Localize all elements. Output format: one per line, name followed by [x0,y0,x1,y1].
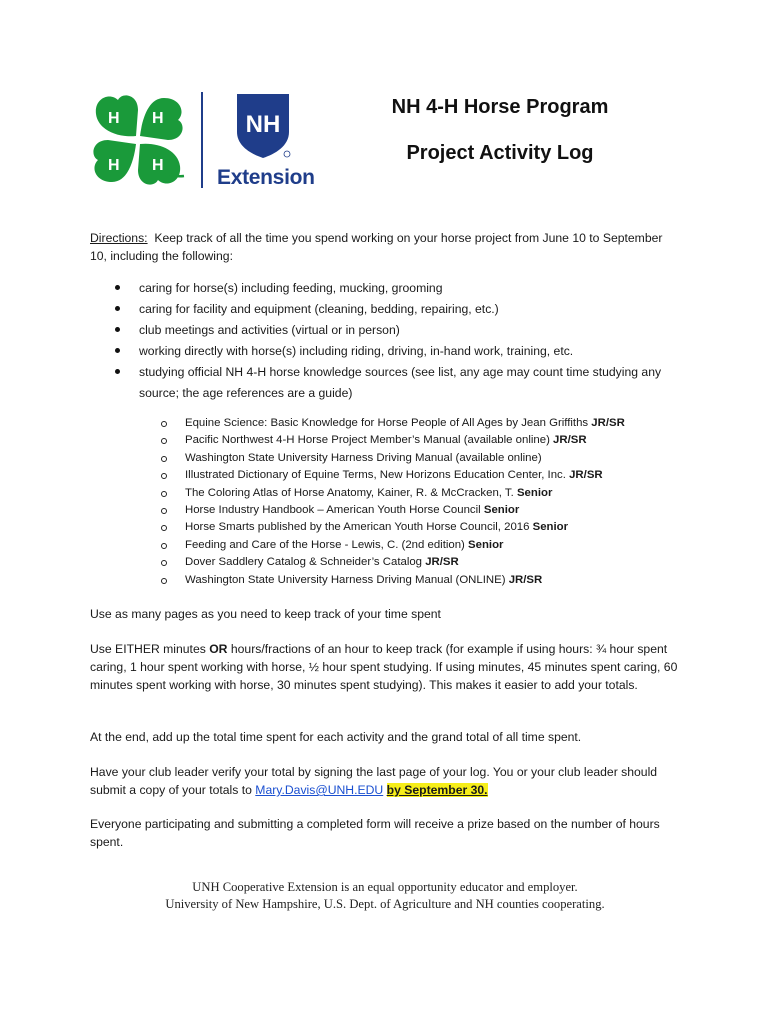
list-item: caring for horse(s) including feeding, mucking, grooming [113,278,673,299]
list-item: Washington State University Harness Driving Manual (available online) [160,450,680,467]
activity-bullet-list [113,278,673,404]
list-item: caring for facility and equipment (cleaning, bedding, repairing, etc.) [113,299,673,320]
pages-paragraph: Use as many pages as you need to keep track of your time spent [90,607,441,621]
list-item: Pacific Northwest 4-H Horse Project Member’s Manual (available online) JR/SR [160,432,680,449]
unh-shield-logo [235,92,291,160]
circle-bullet-icon [161,438,167,444]
units-paragraph: Use EITHER minutes OR hours/fractions of an hour to keep track (for example if using hours: ¾ hour spent caring, 1 hour spent working with horse, ½ hour spent studying. If using minutes, 45 minutes spent caring, 60 minutes spent working with horse, 30 minutes spent studying). This makes it easier to add your totals. [90,642,678,692]
footer-line-1: UNH Cooperative Extension is an equal opportunity educator and employer. [192,880,578,894]
circle-bullet-icon [161,456,167,462]
circle-bullet-icon [161,508,167,514]
list-item: studying official NH 4-H horse knowledge sources (see list, any age may count time studying any source; the age references are a guide) [113,362,673,404]
circle-bullet-icon [161,491,167,497]
svg-text:H: H [108,157,120,174]
list-item: Horse Industry Handbook – American Youth Horse Council Senior [160,502,680,519]
list-item: Equine Science: Basic Knowledge for Horse People of All Ages by Jean Griffiths JR/SR [160,415,680,432]
prize-paragraph: Everyone participating and submitting a completed form will receive a prize based on the number of hours spent. [90,817,660,849]
directions-label: Directions: [90,231,148,245]
page-subtitle: Project Activity Log [406,142,594,164]
unh-extension-logo [217,92,313,192]
list-item: The Coloring Atlas of Horse Anatomy, Kainer, R. & McCracken, T. Senior [160,485,680,502]
list-item: working directly with horse(s) including riding, driving, in-hand work, training, etc. [113,341,673,362]
svg-text:H: H [108,110,120,127]
4h-clover-logo [88,90,188,190]
svg-text:H: H [152,110,164,127]
bullet-icon [115,348,120,353]
logo-divider [201,92,203,188]
bullet-icon [115,327,120,332]
bullet-icon [115,369,120,374]
list-item: Dover Saddlery Catalog & Schneider’s Catalog JR/SR [160,554,680,571]
footer [90,879,680,913]
circle-bullet-icon [161,560,167,566]
circle-bullet-icon [161,543,167,549]
submit-paragraph: Have your club leader verify your total by signing the last page of your log. You or your club leader should submit a copy of your totals to Mary.Davis@UNH.EDU by September 30. [90,765,658,797]
circle-bullet-icon [161,473,167,479]
directions-text: Keep track of all the time you spend working on your horse project from June 10 to September 10, including the following: [90,231,663,263]
circle-bullet-icon [161,525,167,531]
list-item: Illustrated Dictionary of Equine Terms, New Horizons Education Center, Inc. JR/SR [160,467,680,484]
circle-bullet-icon [161,578,167,584]
bullet-icon [115,306,120,311]
footer-line-2: University of New Hampshire, U.S. Dept. of Agriculture and NH counties cooperating. [165,897,605,911]
knowledge-source-list [160,415,680,589]
extension-wordmark: Extension [217,166,315,189]
circle-bullet-icon [161,421,167,427]
page-title: NH 4-H Horse Program [391,96,609,118]
list-item: Feeding and Care of the Horse - Lewis, C. (2nd edition) Senior [160,537,680,554]
list-item: Washington State University Harness Driving Manual (ONLINE) JR/SR [160,572,680,589]
total-paragraph: At the end, add up the total time spent for each activity and the grand total of all time spent. [90,730,582,744]
list-item: Horse Smarts published by the American Youth Horse Council, 2016 Senior [160,519,680,536]
email-link[interactable]: Mary.Davis@UNH.EDU [255,783,384,797]
directions-paragraph [90,229,680,265]
bullet-icon [115,285,120,290]
svg-text:H: H [152,157,164,174]
deadline-highlight: by September 30. [386,783,488,797]
shield-text: NH [245,111,281,138]
list-item: club meetings and activities (virtual or in person) [113,320,673,341]
